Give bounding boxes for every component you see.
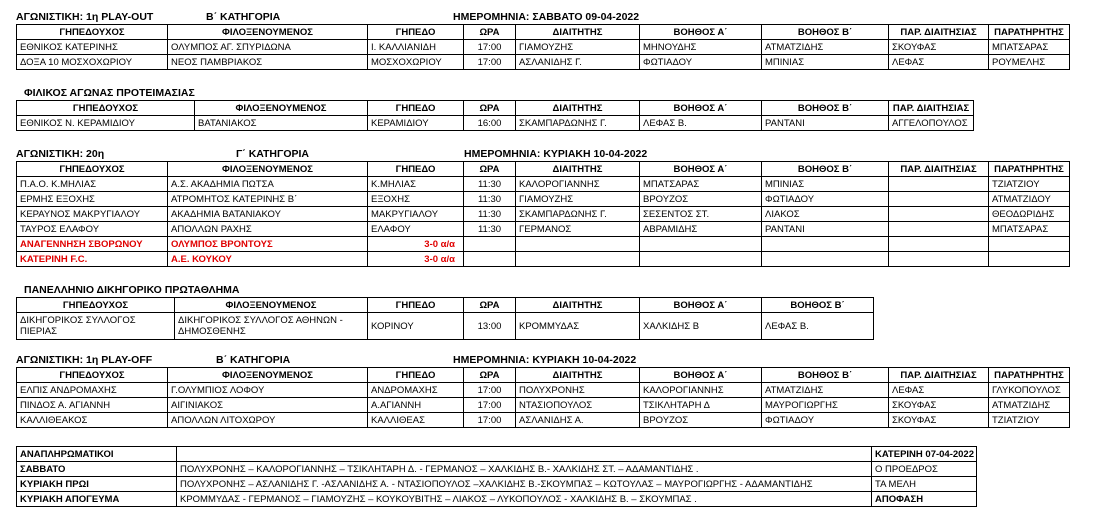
table-cell: ΓΗΠΕΔΟΥΧΟΣ: [17, 368, 168, 383]
table-cell: ΓΗΠΕΔΟ: [368, 101, 464, 116]
table-cell: ΦΙΛΟΞΕΝΟΥΜΕΝΟΣ: [168, 162, 368, 177]
table-cell: 17:00: [464, 413, 516, 428]
round-label: ΑΓΩΝΙΣΤΙΚΗ: 20η: [16, 148, 105, 160]
table-cell: [889, 222, 989, 237]
table-cell: [640, 237, 762, 252]
table-cell: ΕΞΟΧΗΣ: [368, 192, 464, 207]
table-cell: ΑΤΜΑΤΖΙΔΗΣ: [762, 40, 889, 55]
table-cell: 11:30: [464, 192, 516, 207]
table-row: [17, 192, 1070, 207]
lawyers-title: ΠΑΝΕΛΛΗΝΙΟ ΔΙΚΗΓΟΡΙΚΟ ΠΡΩΤΑΘΛΗΜΑ: [24, 284, 240, 296]
table-cell: ΓΗΠΕΔΟΥΧΟΣ: [17, 25, 168, 40]
table-cell: [516, 237, 640, 252]
table-cell: ΡΟΥΜΕΛΗΣ: [989, 55, 1070, 70]
table-header: [17, 25, 1070, 40]
category-label: Γ΄ ΚΑΤΗΓΟΡΙΑ: [236, 148, 309, 160]
table-cell: ΕΛΑΦΟΥ: [368, 222, 464, 237]
table-cell: ΤΖΙΑΤΖΙΟΥ: [989, 177, 1070, 192]
table-row: [17, 447, 977, 462]
table-cell: ΣΚΟΥΦΑΣ: [889, 398, 989, 413]
section-title: [16, 10, 1070, 24]
table-cell: ΓΗΠΕΔΟΥΧΟΣ: [17, 162, 168, 177]
table-cell: ΡΑΝΤΑΝΙ: [762, 116, 889, 131]
table-cell: ΓΙΑΜΟΥΖΗΣ: [516, 40, 640, 55]
table-cell: ΑΤΜΑΤΖΙΔΟΥ: [989, 192, 1070, 207]
table-cell: ΓΗΠΕΔΟΥΧΟΣ: [17, 298, 175, 313]
table-row: [17, 313, 874, 340]
table-cell: 11:30: [464, 222, 516, 237]
table-cell: ΔΙΑΙΤΗΤΗΣ: [516, 25, 640, 40]
date-label: ΗΜΕΡΟΜΗΝΙΑ: ΚΥΡΙΑΚΗ 10-04-2022: [464, 148, 648, 160]
table-cell: ΛΕΦΑΣ Β.: [640, 116, 762, 131]
table-cell: ΚΑΤΕΡΙΝΗ F.C.: [17, 252, 168, 267]
table-cell: 17:00: [464, 55, 516, 70]
table-row: [17, 55, 1070, 70]
table-cell: ΒΟΗΘΟΣ Β΄: [762, 298, 874, 313]
table-cell: ΕΘΝΙΚΟΣ ΚΑΤΕΡΙΝΗΣ: [17, 40, 168, 55]
table-cell: ΒΟΗΘΟΣ Β΄: [762, 25, 889, 40]
table-cell: ΦΙΛΟΞΕΝΟΥΜΕΝΟΣ: [168, 368, 368, 383]
table-header: [17, 298, 874, 313]
table-cell: ΠΟΛΥΧΡΟΝΗΣ – ΑΣΛΑΝΙΔΗΣ Γ. -ΑΣΛΑΝΙΔΗΣ Α. - ΝΤΑΣΙΟΠΟΥΛΟΣ –ΧΑΛΚΙΔΗΣ Β.-ΣΚΟΥΜΠΑΣ – ΚΩΤΟΥΛΑΣ – ΜΑΥΡΟΓΙΩΡΓΗΣ - ΑΔΑΜΑΝΤΙΔΗΣ: [177, 477, 872, 492]
table-cell: 17:00: [464, 40, 516, 55]
table-header: [17, 368, 1070, 383]
section-substitutes: [16, 446, 977, 507]
table-cell: ΦΙΛΟΞΕΝΟΥΜΕΝΟΣ: [168, 25, 368, 40]
table-cell: ΔΟΞΑ 10 ΜΟΣΧΟΧΩΡΙΟΥ: [17, 55, 168, 70]
table-cell: ΚΡΟΜΜΥΔΑΣ - ΓΕΡΜΑΝΟΣ – ΓΙΑΜΟΥΖΗΣ – ΚΟΥΚΟΥΒΙΤΗΣ – ΛΙΑΚΟΣ – ΛΥΚΟΠΟΥΛΟΣ - ΧΑΛΚΙΔΗΣ Β. – ΣΚΟΥΜΠΑΣ .: [177, 492, 872, 507]
table-cell: ΣΚΑΜΠΑΡΔΩΝΗΣ Γ.: [516, 207, 640, 222]
table-cell: ΚΑΛΛΙΘΕΑΣ: [368, 413, 464, 428]
table-cell: ΜΠΙΝΙΑΣ: [762, 55, 889, 70]
table-cell: ΑΤΡΟΜΗΤΟΣ ΚΑΤΕΡΙΝΗΣ Β΄: [168, 192, 368, 207]
date-label: ΗΜΕΡΟΜΗΝΙΑ: ΣΑΒΒΑΤΟ 09-04-2022: [453, 11, 640, 23]
table-cell: ΠΑΡΑΤΗΡΗΤΗΣ: [989, 162, 1070, 177]
table-cell: ΘΕΟΔΩΡΙΔΗΣ: [989, 207, 1070, 222]
table-cell: ΠΑΡ. ΔΙΑΙΤΗΣΙΑΣ: [889, 101, 974, 116]
table-cell: ΤΣΙΚΛΗΤΑΡΗ Δ: [640, 398, 762, 413]
table-cell: 16:00: [464, 116, 516, 131]
table-cell: ΜΟΣΧΟΧΩΡΙΟΥ: [368, 55, 464, 70]
table-cell: 11:30: [464, 177, 516, 192]
table-cell: ΜΠΑΤΣΑΡΑΣ: [989, 222, 1070, 237]
table-row: [17, 413, 1070, 428]
table-row: [17, 383, 1070, 398]
table-cell: Ο ΠΡΟΕΔΡΟΣ: [872, 462, 977, 477]
table-cell: ΑΤΜΑΤΖΙΔΗΣ: [762, 383, 889, 398]
table-cell: ΔΙΚΗΓΟΡΙΚΟΣ ΣΥΛΛΟΓΟΣ ΑΘΗΝΩΝ - ΔΗΜΟΣΘΕΝΗΣ: [175, 313, 368, 340]
fixtures-table: [16, 367, 1070, 428]
section-title: [16, 283, 874, 297]
table-cell: ΩΡΑ: [464, 101, 516, 116]
round-label: ΑΓΩΝΙΣΤΙΚΗ: 1η PLAY-OUT: [16, 11, 154, 23]
table-cell: ΔΙΑΙΤΗΤΗΣ: [516, 101, 640, 116]
table-cell: ΝΤΑΣΙΟΠΟΥΛΟΣ: [516, 398, 640, 413]
table-cell: ΚΡΟΜΜΥΔΑΣ: [516, 313, 640, 340]
table-cell: ΒΟΗΘΟΣ Α΄: [640, 298, 762, 313]
section-play-out: [16, 10, 1070, 70]
table-cell: [989, 252, 1070, 267]
section-play-off: [16, 353, 1070, 428]
table-cell: Ι. ΚΑΛΛΙΑΝΙΔΗ: [368, 40, 464, 55]
table-cell: [464, 237, 516, 252]
table-cell: 17:00: [464, 383, 516, 398]
table-cell: ΦΙΛΟΞΕΝΟΥΜΕΝΟΣ: [175, 298, 368, 313]
table-cell: ΑΝΔΡΟΜΑΧΗΣ: [368, 383, 464, 398]
table-cell: ΑΣΛΑΝΙΔΗΣ Α.: [516, 413, 640, 428]
section-title: [16, 353, 1070, 367]
table-cell: ΔΙΚΗΓΟΡΙΚΟΣ ΣΥΛΛΟΓΟΣ ΠΙΕΡΙΑΣ: [17, 313, 175, 340]
table-cell: ΓΛΥΚΟΠΟΥΛΟΣ: [989, 383, 1070, 398]
table-cell: ΩΡΑ: [464, 162, 516, 177]
section-lawyers-championship: [16, 283, 874, 340]
table-row: [17, 492, 977, 507]
section-title: [16, 147, 1070, 161]
table-row: [17, 40, 1070, 55]
category-label: Β΄ ΚΑΤΗΓΟΡΙΑ: [216, 354, 291, 366]
table-cell: ΦΙΛΟΞΕΝΟΥΜΕΝΟΣ: [195, 101, 368, 116]
table-cell: ΓΗΠΕΔΟ: [368, 25, 464, 40]
table-cell: [889, 207, 989, 222]
table-cell: ΠΟΛΥΧΡΟΝΗΣ – ΚΑΛΟΡΟΓΙΑΝΝΗΣ – ΤΣΙΚΛΗΤΑΡΗ Δ. - ΓΕΡΜΑΝΟΣ – ΧΑΛΚΙΔΗΣ Β.- ΧΑΛΚΙΔΗΣ ΣΤ. – ΑΔΑΜΑΝΤΙΔΗΣ .: [177, 462, 872, 477]
table-cell: 3-0 α/α: [368, 252, 464, 267]
table-cell: ΡΑΝΤΑΝΙ: [762, 222, 889, 237]
table-cell: ΛΕΦΑΣ: [889, 383, 989, 398]
table-cell: ΠΑΡ. ΔΙΑΙΤΗΣΙΑΣ: [889, 162, 989, 177]
table-cell: ΟΛΥΜΠΟΣ ΒΡΟΝΤΟΥΣ: [168, 237, 368, 252]
table-cell: ΚΥΡΙΑΚΗ ΑΠΟΓΕΥΜΑ: [17, 492, 177, 507]
table-cell: ΠΑΡΑΤΗΡΗΤΗΣ: [989, 25, 1070, 40]
table-cell: ΒΟΗΘΟΣ Α΄: [640, 25, 762, 40]
table-cell: Γ.ΟΛΥΜΠΙΟΣ ΛΟΦΟΥ: [168, 383, 368, 398]
table-cell: ΦΩΤΙΑΔΟΥ: [762, 413, 889, 428]
table-cell: ΠΑΡΑΤΗΡΗΤΗΣ: [989, 368, 1070, 383]
category-label: Β΄ ΚΑΤΗΓΟΡΙΑ: [206, 11, 281, 23]
fixtures-table: [16, 100, 974, 131]
date-label: ΗΜΕΡΟΜΗΝΙΑ: ΚΥΡΙΑΚΗ 10-04-2022: [453, 354, 637, 366]
table-row: [17, 177, 1070, 192]
table-row: [17, 207, 1070, 222]
table-cell: ΚΟΡΙΝΟΥ: [368, 313, 464, 340]
table-cell: 13:00: [464, 313, 516, 340]
table-cell: ΓΗΠΕΔΟ: [368, 298, 464, 313]
fixtures-table: [16, 297, 874, 340]
table-cell: ΤΖΙΑΤΖΙΟΥ: [989, 413, 1070, 428]
table-cell: ΓΗΠΕΔΟ: [368, 368, 464, 383]
table-cell: Α.ΑΓΙΑΝΝΗ: [368, 398, 464, 413]
table-cell: ΓΗΠΕΔΟΥΧΟΣ: [17, 101, 195, 116]
section-g-category: [16, 147, 1070, 267]
table-cell: ΚΥΡΙΑΚΗ ΠΡΩΙ: [17, 477, 177, 492]
table-row: [17, 222, 1070, 237]
table-cell: ΠΟΛΥΧΡΟΝΗΣ: [516, 383, 640, 398]
table-row: [17, 477, 977, 492]
table-cell: ΑΝΑΓΕΝΝΗΣΗ ΣΒΟΡΩΝΟΥ: [17, 237, 168, 252]
table-cell: [464, 252, 516, 267]
table-cell: Α.Ε. ΚΟΥΚΟΥ: [168, 252, 368, 267]
table-cell: ΚΕΡΑΜΙΔΙΟΥ: [368, 116, 464, 131]
table-cell: ΚΕΡΑΥΝΟΣ ΜΑΚΡΥΓΙΑΛΟΥ: [17, 207, 168, 222]
table-cell: ΒΡΟΥΖΟΣ: [640, 413, 762, 428]
table-cell: ΚΑΛΛΙΘΕΑΚΟΣ: [17, 413, 168, 428]
table-cell: ΛΕΦΑΣ Β.: [762, 313, 874, 340]
table-cell: ΣΕΣΕΝΤΟΣ ΣΤ.: [640, 207, 762, 222]
table-cell: ΒΡΟΥΖΟΣ: [640, 192, 762, 207]
table-cell: ΒΟΗΘΟΣ Β΄: [762, 368, 889, 383]
table-cell: ΛΙΑΚΟΣ: [762, 207, 889, 222]
table-row: [17, 398, 1070, 413]
table-cell: ΑΒΡΑΜΙΔΗΣ: [640, 222, 762, 237]
table-cell: ΣΚΟΥΦΑΣ: [889, 40, 989, 55]
table-cell: ΟΛΥΜΠΟΣ ΑΓ. ΣΠΥΡΙΔΩΝΑ: [168, 40, 368, 55]
table-cell: ΒΑΤΑΝΙΑΚΟΣ: [195, 116, 368, 131]
table-cell: 11:30: [464, 207, 516, 222]
table-cell: ΑΚΑΔΗΜΙΑ ΒΑΤΑΝΙΑΚΟΥ: [168, 207, 368, 222]
table-cell: ΓΕΡΜΑΝΟΣ: [516, 222, 640, 237]
table-cell: ΤΑ ΜΕΛΗ: [872, 477, 977, 492]
table-cell: ΦΩΤΙΑΔΟΥ: [762, 192, 889, 207]
table-cell: [889, 192, 989, 207]
table-header: [17, 101, 974, 116]
table-cell: ΓΗΠΕΔΟ: [368, 162, 464, 177]
table-cell: ΒΟΗΘΟΣ Α΄: [640, 101, 762, 116]
table-cell: ΕΛΠΙΣ ΑΝΔΡΟΜΑΧΗΣ: [17, 383, 168, 398]
table-cell: [989, 237, 1070, 252]
fixtures-table: [16, 161, 1070, 267]
signature-date: ΚΑΤΕΡΙΝΗ 07-04-2022: [872, 447, 977, 462]
table-cell: ΒΟΗΘΟΣ Β΄: [762, 101, 889, 116]
table-cell: ΑΤΜΑΤΖΙΔΗΣ: [989, 398, 1070, 413]
table-cell: ΜΗΝΟΥΔΗΣ: [640, 40, 762, 55]
substitutes-table: [16, 446, 977, 507]
table-cell: ΠΙΝΔΟΣ Α. ΑΓΙΑΝΝΗ: [17, 398, 168, 413]
table-cell: ΑΠΟΛΛΩΝ ΛΙΤΟΧΩΡΟΥ: [168, 413, 368, 428]
table-cell: ΑΙΓΙΝΙΑΚΟΣ: [168, 398, 368, 413]
table-cell: ΜΠΑΤΣΑΡΑΣ: [640, 177, 762, 192]
table-cell: ΣΚΑΜΠΑΡΔΩΝΗΣ Γ.: [516, 116, 640, 131]
table-cell: ΓΙΑΜΟΥΖΗΣ: [516, 192, 640, 207]
table-cell: Κ.ΜΗΛΙΑΣ: [368, 177, 464, 192]
table-cell: ΧΑΛΚΙΔΗΣ Β: [640, 313, 762, 340]
table-cell: ΣΑΒΒΑΤΟ: [17, 462, 177, 477]
section-friendly: [16, 86, 974, 131]
table-cell: 17:00: [464, 398, 516, 413]
table-cell: ΚΑΛΟΡΟΓΙΑΝΝΗΣ: [640, 383, 762, 398]
table-cell: ΝΕΟΣ ΠΑΜΒΡΙΑΚΟΣ: [168, 55, 368, 70]
table-cell: ΔΙΑΙΤΗΤΗΣ: [516, 368, 640, 383]
table-cell: ΔΙΑΙΤΗΤΗΣ: [516, 162, 640, 177]
table-row: [17, 116, 974, 131]
friendly-title: ΦΙΛΙΚΟΣ ΑΓΩΝΑΣ ΠΡΟΤΕΙΜΑΣΙΑΣ: [24, 87, 195, 99]
table-cell: ΑΠΟΛΛΩΝ ΡΑΧΗΣ: [168, 222, 368, 237]
table-cell: ΑΠΟΦΑΣΗ: [872, 492, 977, 507]
table-cell: ΔΙΑΙΤΗΤΗΣ: [516, 298, 640, 313]
table-row: [17, 462, 977, 477]
table-cell: ΑΓΓΕΛΟΠΟΥΛΟΣ: [889, 116, 974, 131]
table-cell: [889, 237, 989, 252]
table-cell: 3-0 α/α: [368, 237, 464, 252]
table-header: [17, 162, 1070, 177]
section-title: [16, 86, 974, 100]
table-cell: Α.Σ. ΑΚΑΔΗΜΙΑ ΠΩΤΣΑ: [168, 177, 368, 192]
table-cell: ΜΠΙΝΙΑΣ: [762, 177, 889, 192]
table-cell: ΑΣΛΑΝΙΔΗΣ Γ.: [516, 55, 640, 70]
table-cell: ΕΡΜΗΣ ΕΞΟΧΗΣ: [17, 192, 168, 207]
table-cell: ΕΘΝΙΚΟΣ Ν. ΚΕΡΑΜΙΔΙΟΥ: [17, 116, 195, 131]
table-cell: ΜΑΚΡΥΓΙΑΛΟΥ: [368, 207, 464, 222]
fixtures-table: [16, 24, 1070, 70]
table-row-forfeit: [17, 237, 1070, 252]
table-cell: ΩΡΑ: [464, 25, 516, 40]
table-cell: ΛΕΦΑΣ: [889, 55, 989, 70]
table-cell: [889, 252, 989, 267]
table-cell: [177, 447, 872, 462]
round-label: ΑΓΩΝΙΣΤΙΚΗ: 1η PLAY-OFF: [16, 354, 153, 366]
table-cell: ΩΡΑ: [464, 298, 516, 313]
table-row-forfeit: [17, 252, 1070, 267]
table-cell: ΒΟΗΘΟΣ Β΄: [762, 162, 889, 177]
table-cell: ΤΑΥΡΟΣ ΕΛΑΦΟΥ: [17, 222, 168, 237]
table-cell: ΩΡΑ: [464, 368, 516, 383]
table-cell: ΠΑΡ. ΔΙΑΙΤΗΣΙΑΣ: [889, 368, 989, 383]
table-cell: ΣΚΟΥΦΑΣ: [889, 413, 989, 428]
table-cell: ΜΑΥΡΟΓΙΩΡΓΗΣ: [762, 398, 889, 413]
table-cell: [516, 252, 640, 267]
table-cell: Π.Α.Ο. Κ.ΜΗΛΙΑΣ: [17, 177, 168, 192]
table-cell: [762, 237, 889, 252]
table-cell: ΒΟΗΘΟΣ Α΄: [640, 368, 762, 383]
table-cell: ΦΩΤΙΑΔΟΥ: [640, 55, 762, 70]
table-cell: [889, 177, 989, 192]
table-cell: ΜΠΑΤΣΑΡΑΣ: [989, 40, 1070, 55]
table-cell: ΚΑΛΟΡΟΓΙΑΝΝΗΣ: [516, 177, 640, 192]
table-cell: [640, 252, 762, 267]
substitutes-heading: ΑΝΑΠΛΗΡΩΜΑΤΙΚΟΙ: [17, 447, 177, 462]
table-cell: [762, 252, 889, 267]
table-cell: ΒΟΗΘΟΣ Α΄: [640, 162, 762, 177]
table-cell: ΠΑΡ. ΔΙΑΙΤΗΣΙΑΣ: [889, 25, 989, 40]
